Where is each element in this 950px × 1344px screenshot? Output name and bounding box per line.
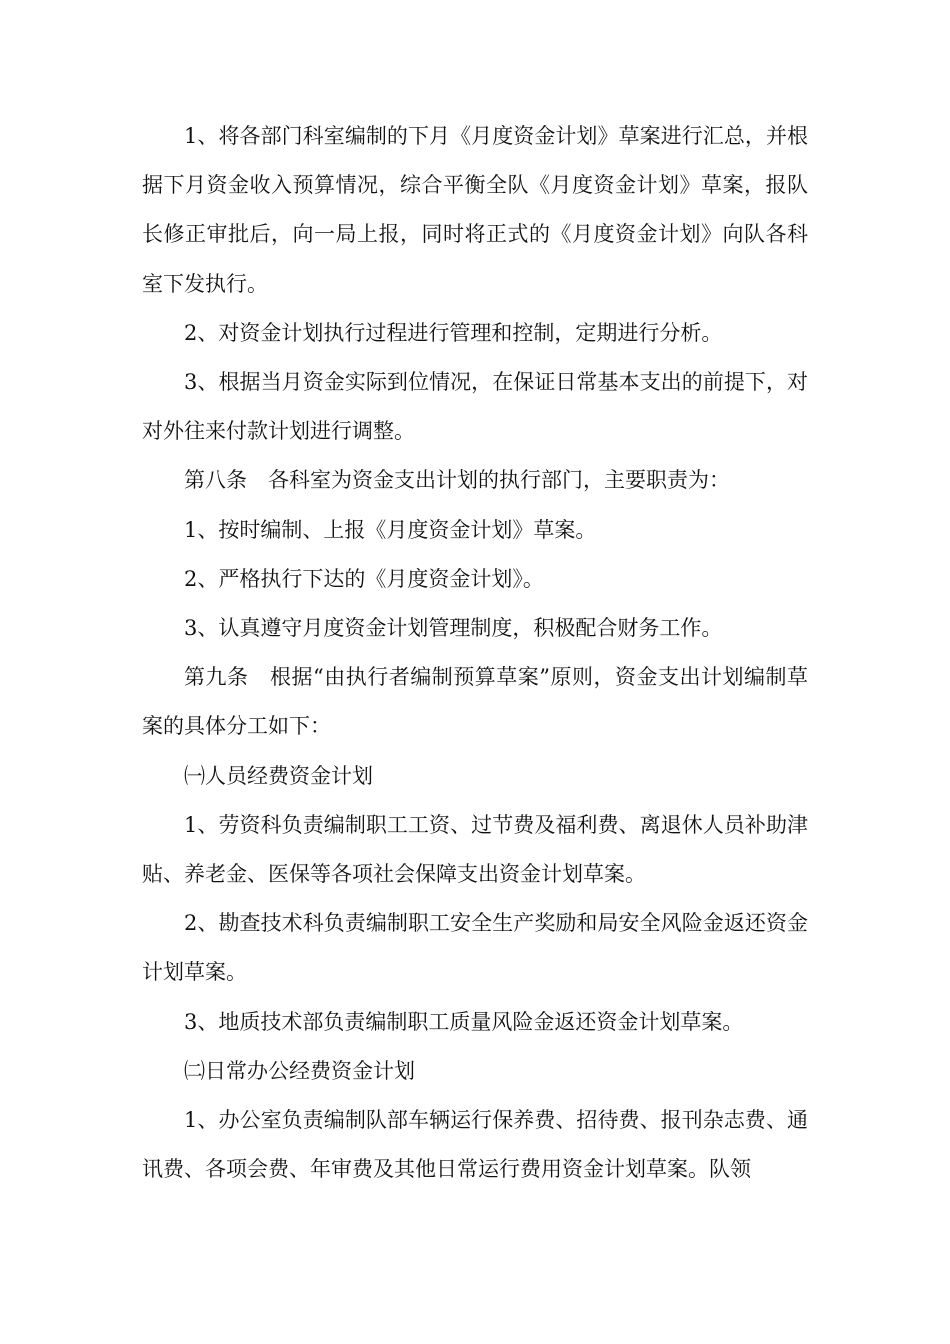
paragraph-14: 1、办公室负责编制队部车辆运行保养费、招待费、报刊杂志费、通讯费、各项会费、年审费及其他日常运行费用资金计划草案。队领 — [142, 1108, 808, 1182]
section-1-heading: ㈠人员经费资金计划 — [184, 763, 373, 788]
paragraph-2: 2、对资金计划执行过程进行管理和控制，定期进行分析。 — [184, 320, 723, 345]
article-9-heading: 第九条 根据“由执行者编制预算草案”原则，资金支出计划编制草案的具体分工如下： — [142, 665, 808, 739]
paragraph-7: 3、认真遵守月度资金计划管理制度，积极配合财务工作。 — [184, 616, 723, 641]
paragraph-3: 3、根据当月资金实际到位情况，在保证日常基本支出的前提下，对对外往来付款计划进行调整。 — [142, 370, 808, 444]
document-body — [142, 112, 808, 1194]
paragraph-1: 1、将各部门科室编制的下月《月度资金计划》草案进行汇总，并根据下月资金收入预算情况，综合平衡全队《月度资金计划》草案，报队长修正审批后，向一局上报，同时将正式的《月度资金计划》向队各科室下发执行。 — [142, 124, 808, 296]
paragraph-6: 2、严格执行下达的《月度资金计划》。 — [184, 566, 544, 591]
paragraph-5: 1、按时编制、上报《月度资金计划》草案。 — [184, 517, 597, 542]
article-8-heading: 第八条 各科室为资金支出计划的执行部门，主要职责为： — [184, 468, 730, 493]
paragraph-10: 1、劳资科负责编制职工工资、过节费及福利费、离退休人员补助津贴、养老金、医保等各项社会保障支出资金计划草案。 — [142, 812, 808, 887]
paragraph-12: 3、地质技术部负责编制职工质量风险金返还资金计划草案。 — [184, 1009, 744, 1034]
section-2-heading: ㈡日常办公经费资金计划 — [184, 1058, 415, 1083]
paragraph-11: 2、勘查技术科负责编制职工安全生产奖励和局安全风险金返还资金计划草案。 — [142, 911, 808, 985]
